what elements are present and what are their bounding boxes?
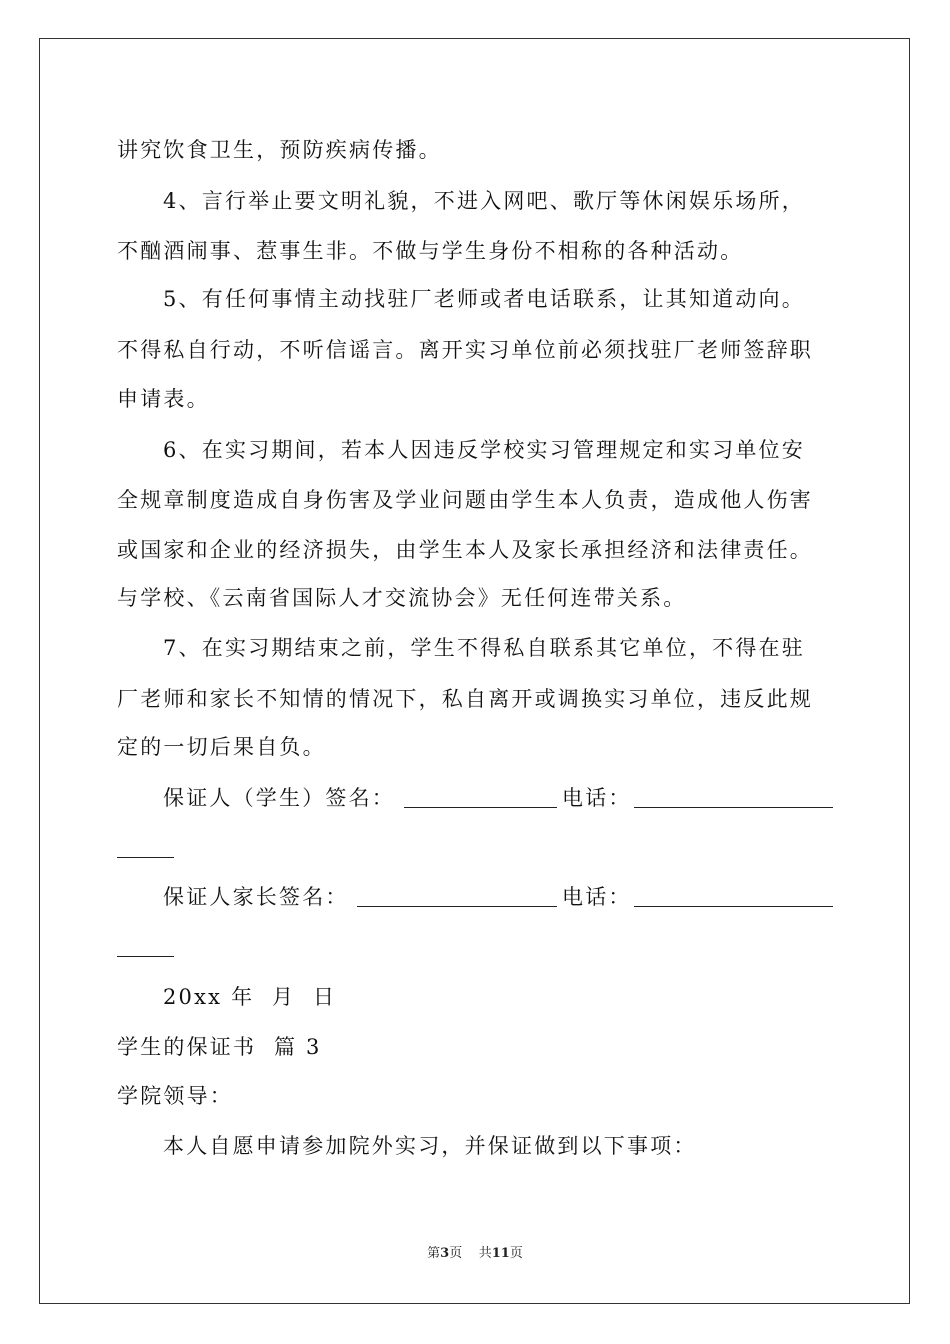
page-number-footer [0,1246,950,1262]
salutation: 学院领导： [117,1084,233,1108]
text-line: 7、在实习期结束之前，学生不得私自联系其它单位，不得在驻 [163,636,805,660]
parent-signature-label: 保证人家长签名： [163,885,349,909]
text-line: 6、在实习期间，若本人因违反学校实习管理规定和实习单位安 [163,438,805,462]
student-phone-blank-continued[interactable] [117,857,174,858]
footer-prefix: 第 [427,1246,441,1261]
footer-current-page: 3 [440,1246,450,1261]
text-line: 或国家和企业的经济损失，由学生本人及家长承担经济和法律责任。 [117,538,813,562]
page-border [39,38,910,1304]
student-signature-label: 保证人（学生）签名： [163,786,395,810]
text-line: 全规章制度造成自身伤害及学业问题由学生本人负责，造成他人伤害 [117,488,813,512]
text-line: 4、言行举止要文明礼貌，不进入网吧、歌厅等休闲娱乐场所， [163,189,805,213]
date-line: 20xx 年 月 日 [163,985,337,1009]
section-heading: 学生的保证书 篇 3 [117,1035,322,1059]
text-line: 讲究饮食卫生，预防疾病传播。 [117,138,442,162]
student-phone-label: 电话： [562,786,632,810]
footer-suffix: 页 [509,1246,523,1261]
intro-paragraph: 本人自愿申请参加院外实习，并保证做到以下事项： [163,1134,697,1158]
text-line: 厂老师和家长不知情的情况下，私自离开或调换实习单位，违反此规 [117,687,813,711]
text-line: 不酗酒闹事、惹事生非。不做与学生身份不相称的各种活动。 [117,239,744,263]
text-line: 定的一切后果自负。 [117,735,326,759]
parent-signature-blank[interactable] [357,906,557,907]
student-phone-blank[interactable] [634,807,833,808]
footer-middle: 页 共 [449,1246,492,1261]
text-line: 5、有任何事情主动找驻厂老师或者电话联系，让其知道动向。 [163,287,805,311]
parent-phone-label: 电话： [562,885,632,909]
student-signature-blank[interactable] [404,807,557,808]
footer-total-pages: 11 [491,1246,510,1261]
parent-phone-blank[interactable] [634,906,833,907]
text-line: 申请表。 [117,387,210,411]
parent-phone-blank-continued[interactable] [117,956,174,957]
text-line: 与学校、《云南省国际人才交流协会》无任何连带关系。 [117,586,687,610]
text-line: 不得私自行动，不听信谣言。离开实习单位前必须找驻厂老师签辞职 [117,338,813,362]
